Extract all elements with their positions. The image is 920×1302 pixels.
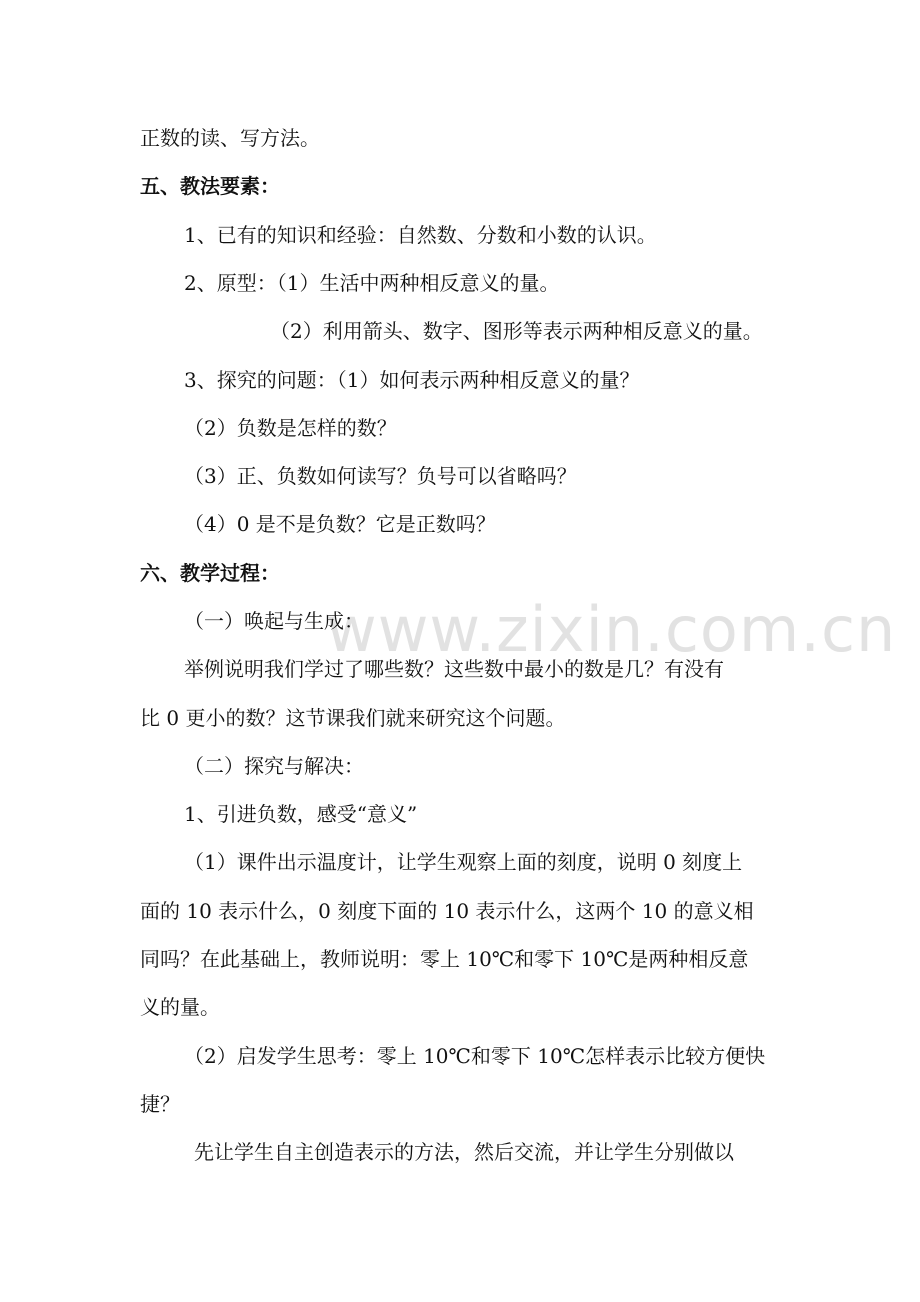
section-heading: 六、教学过程： xyxy=(140,561,280,585)
text-line: （二）探究与解决： xyxy=(184,754,364,778)
text-line: 1、已有的知识和经验：自然数、分数和小数的认识。 xyxy=(184,223,657,247)
text-line: （2）启发学生思考：零上 10℃和零下 10℃怎样表示比较方便快 xyxy=(184,1044,766,1068)
text-line: 比 0 更小的数？这节课我们就来研究这个问题。 xyxy=(140,706,566,730)
text-line: 捷？ xyxy=(140,1092,180,1116)
text-line: 面的 10 表示什么，0 刻度下面的 10 表示什么，这两个 10 的意义相 xyxy=(140,899,754,923)
text-line: 同吗？在此基础上，教师说明：零上 10℃和零下 10℃是两种相反意 xyxy=(140,947,749,971)
text-line: 义的量。 xyxy=(140,995,220,1019)
text-line: 先让学生自主创造表示的方法，然后交流，并让学生分别做以 xyxy=(194,1140,734,1164)
watermark: www.zixin.com.cn xyxy=(326,593,897,666)
text-line: 正数的读、写方法。 xyxy=(140,126,320,150)
text-line: （4）0 是不是负数？它是正数吗？ xyxy=(184,512,496,536)
text-line: （1）课件出示温度计，让学生观察上面的刻度，说明 0 刻度上 xyxy=(184,850,743,874)
text-line: （2）利用箭头、数字、图形等表示两种相反意义的量。 xyxy=(270,319,763,343)
text-line: （3）正、负数如何读写？负号可以省略吗？ xyxy=(184,464,577,488)
text-line: 1、引进负数，感受“意义” xyxy=(184,802,418,826)
text-line: 2、原型：（1）生活中两种相反意义的量。 xyxy=(184,271,560,295)
section-heading: 五、教法要素： xyxy=(140,174,280,198)
text-line: （一）唤起与生成： xyxy=(184,609,364,633)
text-line: 举例说明我们学过了哪些数？这些数中最小的数是几？有没有 xyxy=(184,657,724,681)
text-line: （2）负数是怎样的数？ xyxy=(184,416,397,440)
text-line: 3、探究的问题：（1）如何表示两种相反意义的量？ xyxy=(184,368,640,392)
